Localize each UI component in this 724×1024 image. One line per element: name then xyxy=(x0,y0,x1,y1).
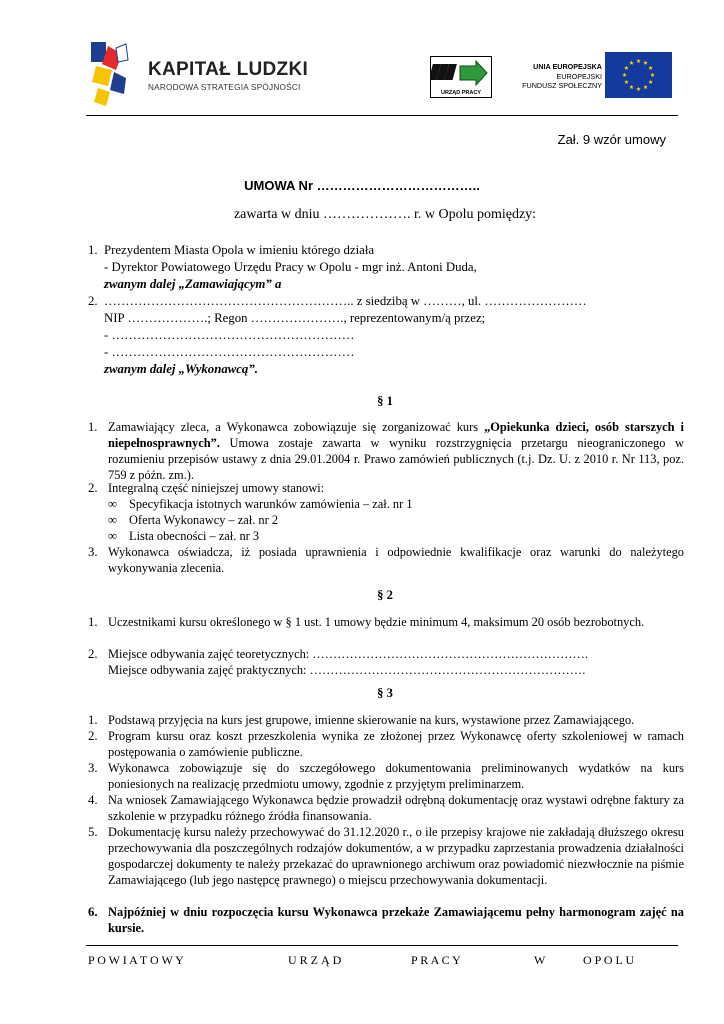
eu-fund-label-2: FUNDUSZ SPOŁECZNY xyxy=(522,81,602,90)
s2-theory-place: Miejsce odbywania zajęć teoretycznych: …………………………………………………………. xyxy=(108,647,589,661)
section-3-title: § 3 xyxy=(377,686,393,700)
s1-item-1-intro: Zamawiający zleca, a Wykonawca zobowiązuje się zorganizować kurs xyxy=(108,420,485,434)
contract-title: UMOWA Nr ……………………………….. xyxy=(244,178,480,193)
attachment-note: Zał. 9 wzór umowy xyxy=(557,132,666,147)
logo-title: KAPITAŁ LUDZKI xyxy=(148,59,309,80)
party-2-line-4: - ………………………………………………… xyxy=(104,345,355,359)
s1-bullet-2: Oferta Wykonawcy – zał. nr 2 xyxy=(129,513,279,527)
s3-item-5-number: 5. xyxy=(88,825,98,839)
urzad-pracy-logo-text: URZĄD PRACY xyxy=(440,90,482,96)
s3-item-5: Dokumentację kursu należy przechowywać do 31.12.2020 r., o ile przepisy krajowe nie zakładają dłuższego okresu przechowywania dla poszczególnych rodzajów dokumentów, a w przypadku zaprzestania prowadzenia działalności gospodarczej dokumenty te należy przekazać do uprawnionego archiwum oraz powiadomić niezwłocznie na piśmie Zamawiającego (lub jego następcę prawnego) o miejscu przechowywania dokumentacji. xyxy=(108,825,684,887)
s1-item-1-number: 1. xyxy=(88,420,98,434)
footer-word-1: P O W I A T O W Y xyxy=(88,953,184,967)
s3-item-6: Najpóźniej w dniu rozpoczęcia kursu Wykonawca przekaże Zamawiającemu pełny harmonogram zajęć na kursie. xyxy=(108,905,684,935)
s3-item-1: Podstawą przyjęcia na kurs jest grupowe, imienne skierowanie na kurs, wystawione przez Zamawiającego. xyxy=(108,713,635,727)
s1-course-name: „Opiekunka dzieci, osób starszych i niepełnosprawnych”. xyxy=(108,420,684,450)
party-1-number: 1. xyxy=(88,243,98,257)
s1-bullet-1: Specyfikacja istotnych warunków zamówienia – zał. nr 1 xyxy=(129,497,413,511)
s1-bullet-1-symbol: ∞ xyxy=(108,497,118,511)
s2-item-1-number: 1. xyxy=(88,615,98,629)
party-1-alias: zwanym dalej „Zamawiającym” a xyxy=(104,277,282,291)
s3-item-2-number: 2. xyxy=(88,729,98,743)
s2-item-1: Uczestnikami kursu określonego w § 1 ust. 1 umowy będzie minimum 4, maksimum 20 osób bezrobotnych. xyxy=(108,615,645,629)
s1-item-1 xyxy=(108,419,684,483)
s3-item-3-number: 3. xyxy=(88,761,98,775)
s1-bullet-3: Lista obecności – zał. nr 3 xyxy=(129,529,260,543)
logo-subtitle: NARODOWA STRATEGIA SPÓJNOŚCI xyxy=(148,83,301,92)
party-2-line-2: NIP ……………….; Regon …………………., reprezentowanym/ą przez; xyxy=(104,311,486,325)
section-2-title: § 2 xyxy=(377,588,393,602)
footer-word-3: P R A C Y xyxy=(411,953,461,967)
s1-bullet-2-symbol: ∞ xyxy=(108,513,118,527)
s3-item-4-number: 4. xyxy=(88,793,98,807)
party-2-line-3: - ………………………………………………… xyxy=(104,328,355,342)
footer-word-4: W xyxy=(534,953,546,967)
s1-item-1-rest: Umowa zostaje zawarta w wyniku rozstrzygnięcia przetargu nieograniczonego w rozumieniu przepisów ustawy z dnia 29.01.2004 r. Prawo zamówień publicznych (t.j. Dz. U. z 2010 r. Nr 113, poz. 759 z późn. zm.). xyxy=(108,436,684,482)
footer-word-2: U R Z Ą D xyxy=(288,953,342,967)
party-2-number: 2. xyxy=(88,294,98,308)
party-1-line-2: - Dyrektor Powiatowego Urzędu Pracy w Opolu - mgr inż. Antoni Duda, xyxy=(104,260,477,274)
s3-item-4: Na wniosek Zamawiającego Wykonawca będzie prowadził odrębną dokumentację oraz wystawi odrębne faktury za szkolenie w przypadku różnego źródła finansowania. xyxy=(108,793,684,823)
header-divider xyxy=(86,115,678,116)
s3-item-1-number: 1. xyxy=(88,713,98,727)
urzad-pracy-logo xyxy=(430,56,492,98)
s3-item-6-number: 6. xyxy=(88,905,98,919)
s1-item-2: Integralną część niniejszej umowy stanowi: xyxy=(108,481,325,495)
party-1-line-1: Prezydentem Miasta Opola w imieniu którego działa xyxy=(104,243,375,257)
s3-item-2: Program kursu oraz koszt przeszkolenia wynika ze złożonej przez Wykonawcę oferty szkoleniowej w ramach postępowania o zamówienie publiczne. xyxy=(108,729,684,759)
s1-item-2-number: 2. xyxy=(88,481,98,495)
s1-bullet-3-symbol: ∞ xyxy=(108,529,118,543)
eu-union-label: UNIA EUROPEJSKA xyxy=(533,62,602,71)
party-2-line-1: ………………………………………………….. z siedzibą w ………, ul. …………………… xyxy=(104,294,587,308)
s2-item-2-number: 2. xyxy=(88,647,98,661)
footer-divider xyxy=(86,945,678,946)
section-1-title: § 1 xyxy=(377,394,393,408)
s3-item-3: Wykonawca zobowiązuje się do szczegółowego dokumentowania preliminowanych wydatków na kurs poniesionych na realizację przedmiotu umowy, zgodnie z przyjętym preliminarzem. xyxy=(108,761,684,791)
s2-practice-place: Miejsce odbywania zajęć praktycznych: …………………………………………………………. xyxy=(108,663,586,677)
s1-item-3: Wykonawca oświadcza, iż posiada uprawnienia i odpowiednie kwalifikacje oraz warunki do należytego wykonywania zlecenia. xyxy=(108,545,684,575)
party-2-alias: zwanym dalej „Wykonawcą”. xyxy=(104,362,258,376)
concluded-line: zawarta w dniu ………………. r. w Opolu pomiędzy: xyxy=(233,207,537,222)
eu-fund-label-1: EUROPEJSKI xyxy=(556,72,602,81)
eu-flag-icon xyxy=(605,52,672,98)
footer-word-5: O P O L U xyxy=(583,953,635,967)
s1-item-3-number: 3. xyxy=(88,545,98,559)
